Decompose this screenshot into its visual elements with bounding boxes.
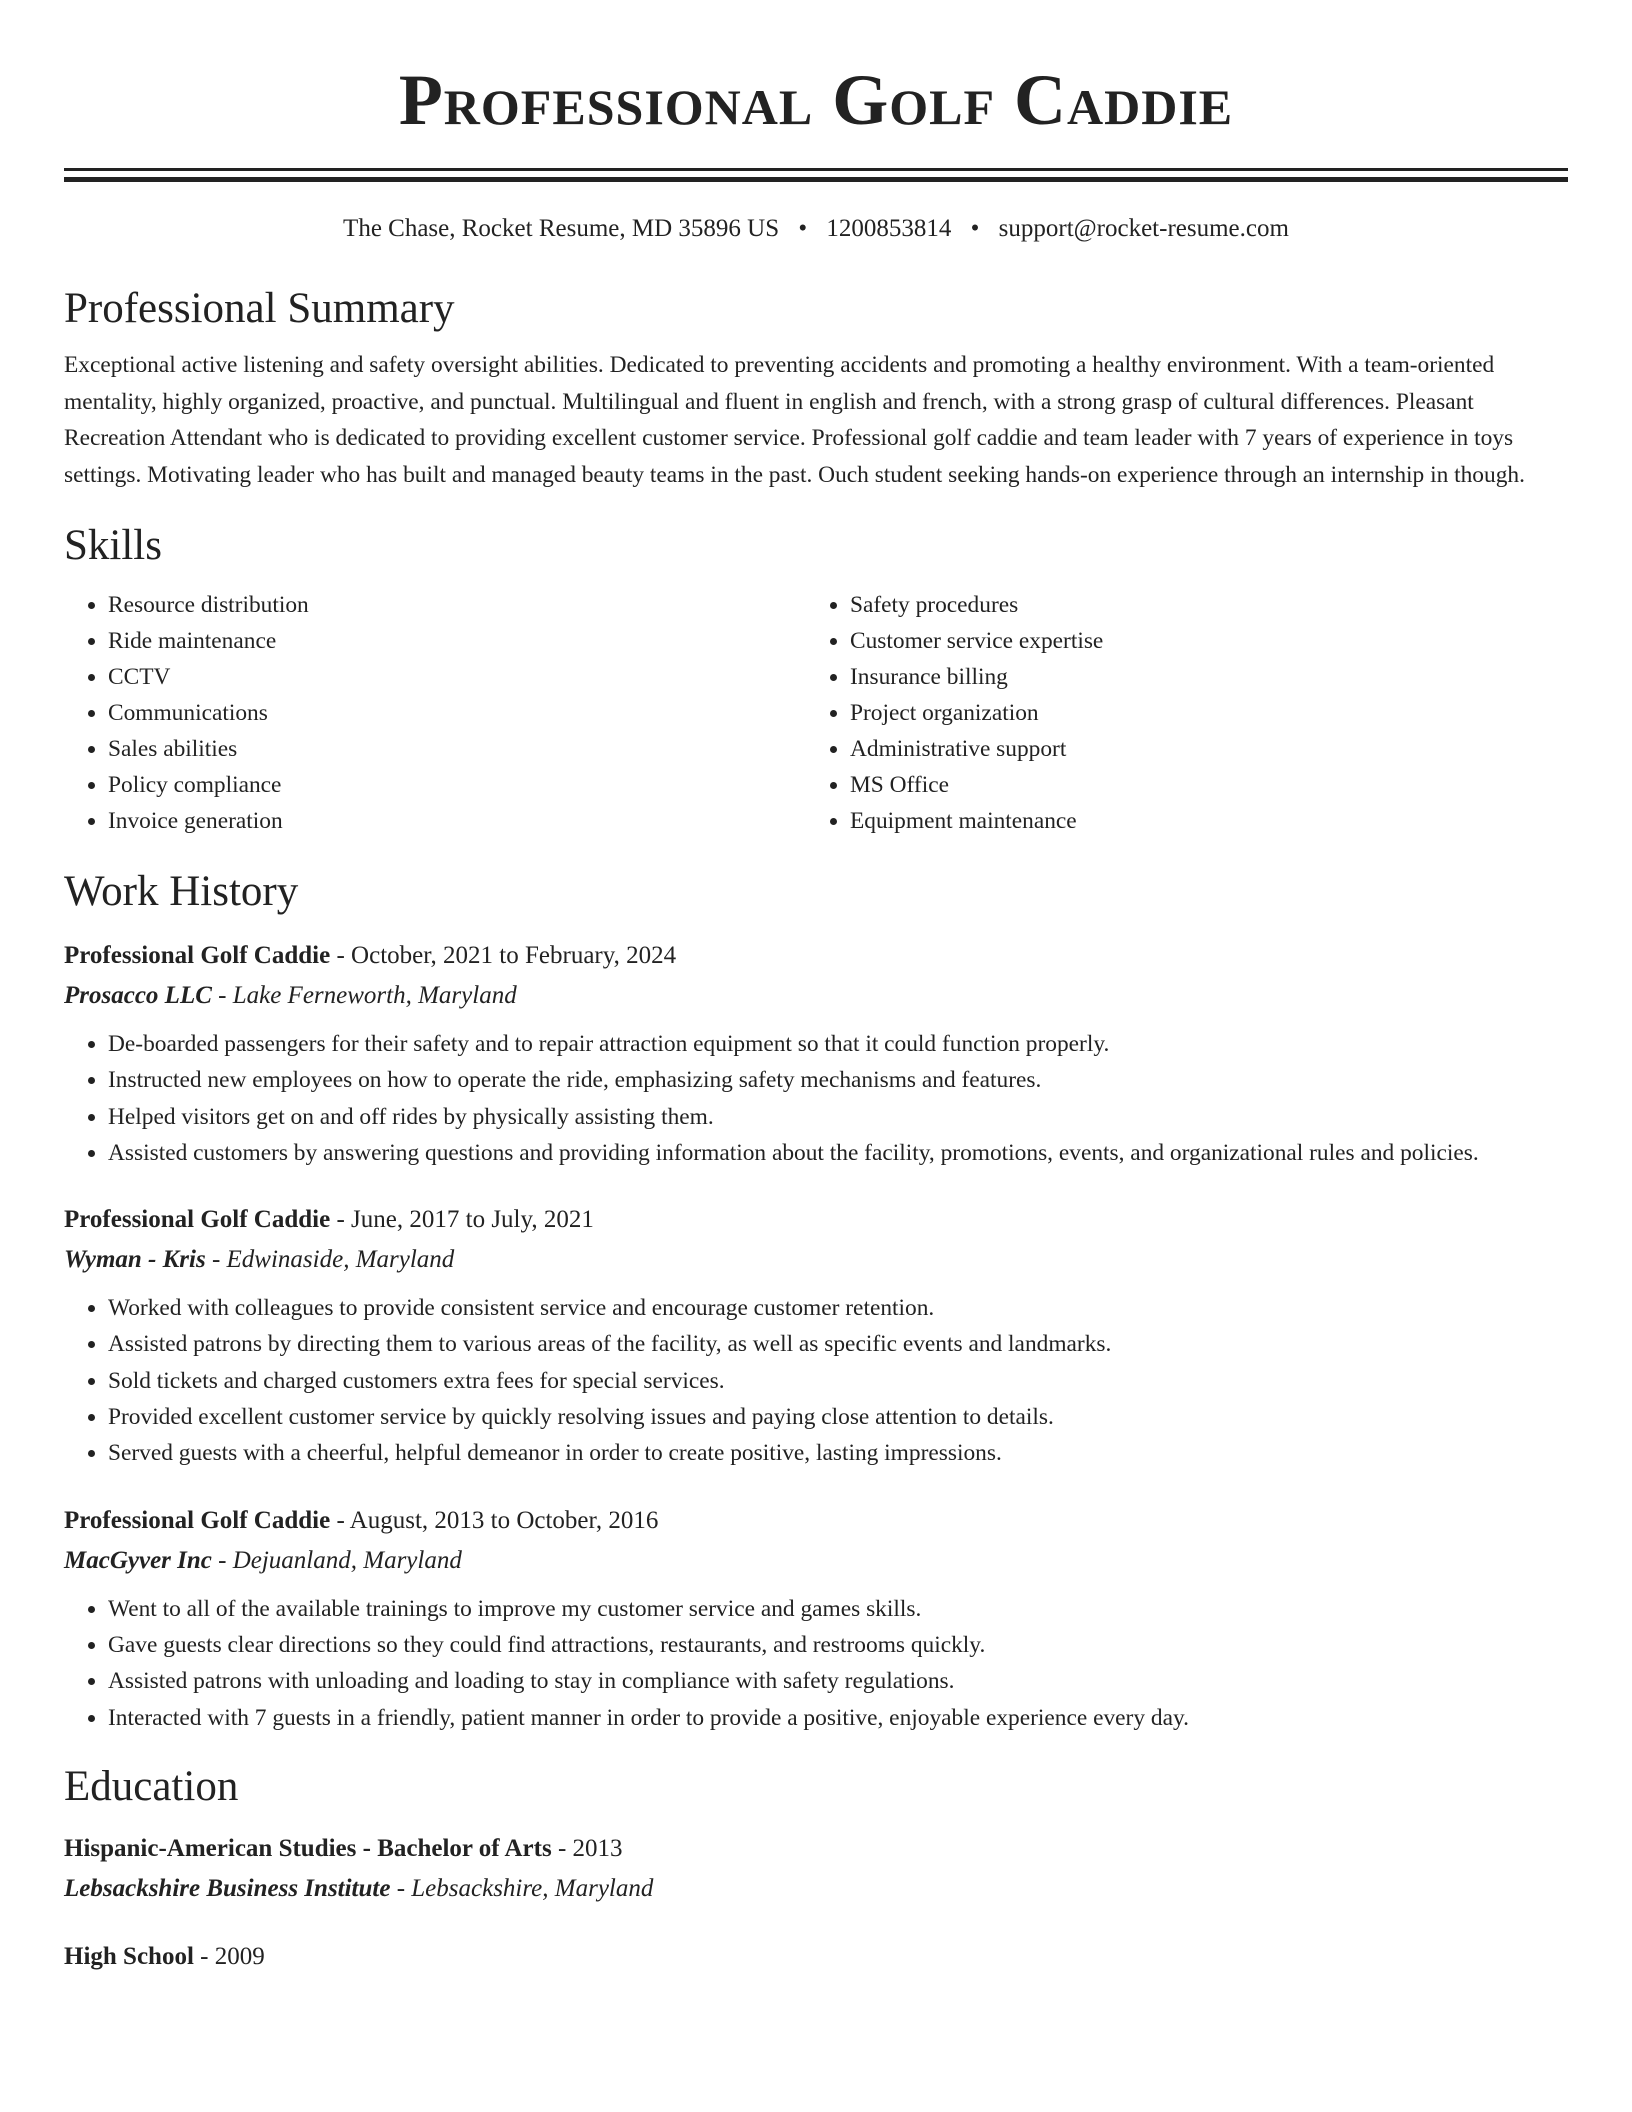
skill-item: • Ride maintenance [108,623,806,659]
job-entry [64,1200,1568,1471]
job-entry [64,936,1568,1171]
education-location: - Lebsackshire, Maryland [396,1874,654,1902]
job-bullet: • Assisted customers by answering questions and providing information about the facility, promotions, events, and organizational rules and policies. [108,1135,1568,1171]
skill-item: • Equipment maintenance [850,803,1548,839]
skill-item: • Resource distribution [108,587,806,623]
job-title-line [64,936,1568,976]
job-bullets [64,1290,1568,1471]
job-company: MacGyver Inc [64,1546,212,1574]
job-company-line [64,1541,1568,1581]
job-location: - Edwinaside, Maryland [211,1246,455,1274]
job-location: - Lake Ferneworth, Maryland [218,982,517,1009]
job-bullet: • Interacted with 7 guests in a friendly, patient manner in order to provide a positive, enjoyable experience every day. [108,1700,1568,1736]
skill-item: • Communications [108,695,806,731]
job-dates: - June, 2017 to July, 2021 [336,1206,594,1234]
job-company-line [64,976,1568,1016]
job-entry [64,1501,1568,1736]
contact-email: support@rocket-resume.com [998,215,1289,242]
education-degree: Hispanic-American Studies - Bachelor of Arts [64,1834,552,1862]
skill-item: • Project organization [850,695,1548,731]
education-degree: High School [64,1942,194,1970]
job-bullet: • Helped visitors get on and off rides by physically assisting them. [108,1099,1568,1135]
education-school: Lebsackshire Business Institute [64,1874,391,1902]
job-bullet: • Went to all of the available trainings to improve my customer service and games skills. [108,1591,1568,1627]
job-location: - Dejuanland, Maryland [218,1546,462,1574]
skill-item: • Safety procedures [850,587,1548,623]
education-year: - 2009 [200,1942,265,1970]
job-bullet: • Served guests with a cheerful, helpful demeanor in order to create positive, lasting impressions. [108,1435,1568,1471]
skill-item: • Invoice generation [108,803,806,839]
education-heading: Education [64,1762,239,1810]
skills-column-right [806,587,1548,839]
job-title-line [64,1501,1568,1541]
skill-item: • Administrative support [850,731,1548,767]
education-entry [64,1937,1568,1977]
skill-item: • Sales abilities [108,731,806,767]
skill-item: • CCTV [108,659,806,695]
work-history-heading: Work History [64,868,299,915]
contact-phone: 1200853814 [826,215,952,242]
skill-item: • Customer service expertise [850,623,1548,659]
skill-item: • MS Office [850,767,1548,803]
contact-separator: • [970,215,980,242]
job-dates: - August, 2013 to October, 2016 [336,1506,659,1534]
job-bullet: • De-boarded passengers for their safety and to repair attraction equipment so that it could function properly. [108,1026,1568,1062]
skills-list [64,587,1568,839]
job-bullets [64,1026,1568,1171]
skills-heading: Skills [64,522,162,569]
resume-page [64,0,1568,1977]
job-company-line [64,1240,1568,1280]
education-degree-line [64,1937,1568,1977]
skill-item: • Policy compliance [108,767,806,803]
contact-separator: • [798,215,808,242]
education-school-line [64,1869,1568,1909]
education-year: - 2013 [557,1834,623,1862]
resume-name: Professional Golf Caddie [398,60,1234,140]
contact-line [64,213,1568,245]
job-bullet: • Sold tickets and charged customers extra fees for special services. [108,1363,1568,1399]
job-dates: - October, 2021 to February, 2024 [336,942,677,969]
job-bullet: • Assisted patrons by directing them to various areas of the facility, as well as specific events and landmarks. [108,1326,1568,1362]
job-bullet: • Gave guests clear directions so they could find attractions, restaurants, and restrooms quickly. [108,1627,1568,1663]
job-company: Prosacco LLC [64,982,212,1009]
job-bullet: • Assisted patrons with unloading and loading to stay in compliance with safety regulations. [108,1663,1568,1699]
summary-heading: Professional Summary [64,285,455,332]
header-rule-bottom [64,177,1568,182]
summary-text: Exceptional active listening and safety oversight abilities. Dedicated to preventing accidents and promoting a healthy environment. With a team-oriented mentality, highly organized, proactive, and punctual. Multilingual and fluent in english and french, with a strong grasp of cultural differences. Pleasant Recreation Attendant who is dedicated to providing excellent customer service. Professional golf caddie and team leader with 7 years of experience in toys settings. Motivating leader who has built and managed beauty teams in the past. Ouch student seeking hands-on experience through an internship in though. [64,352,1525,488]
contact-address: The Chase, Rocket Resume, MD 35896 US [343,215,780,242]
job-bullets [64,1591,1568,1736]
job-title: Professional Golf Caddie [64,942,331,969]
job-title: Professional Golf Caddie [64,1506,331,1534]
job-bullet: • Instructed new employees on how to operate the ride, emphasizing safety mechanisms and features. [108,1062,1568,1098]
job-bullet: • Worked with colleagues to provide consistent service and encourage customer retention. [108,1290,1568,1326]
job-company: Wyman - Kris [64,1246,206,1274]
job-bullet: • Provided excellent customer service by quickly resolving issues and paying close attention to details. [108,1399,1568,1435]
skills-column-left [64,587,806,839]
skill-item: • Insurance billing [850,659,1548,695]
header-rule-top [64,168,1568,171]
education-entry [64,1829,1568,1909]
education-degree-line [64,1829,1568,1869]
job-title-line [64,1200,1568,1240]
job-title: Professional Golf Caddie [64,1206,331,1234]
